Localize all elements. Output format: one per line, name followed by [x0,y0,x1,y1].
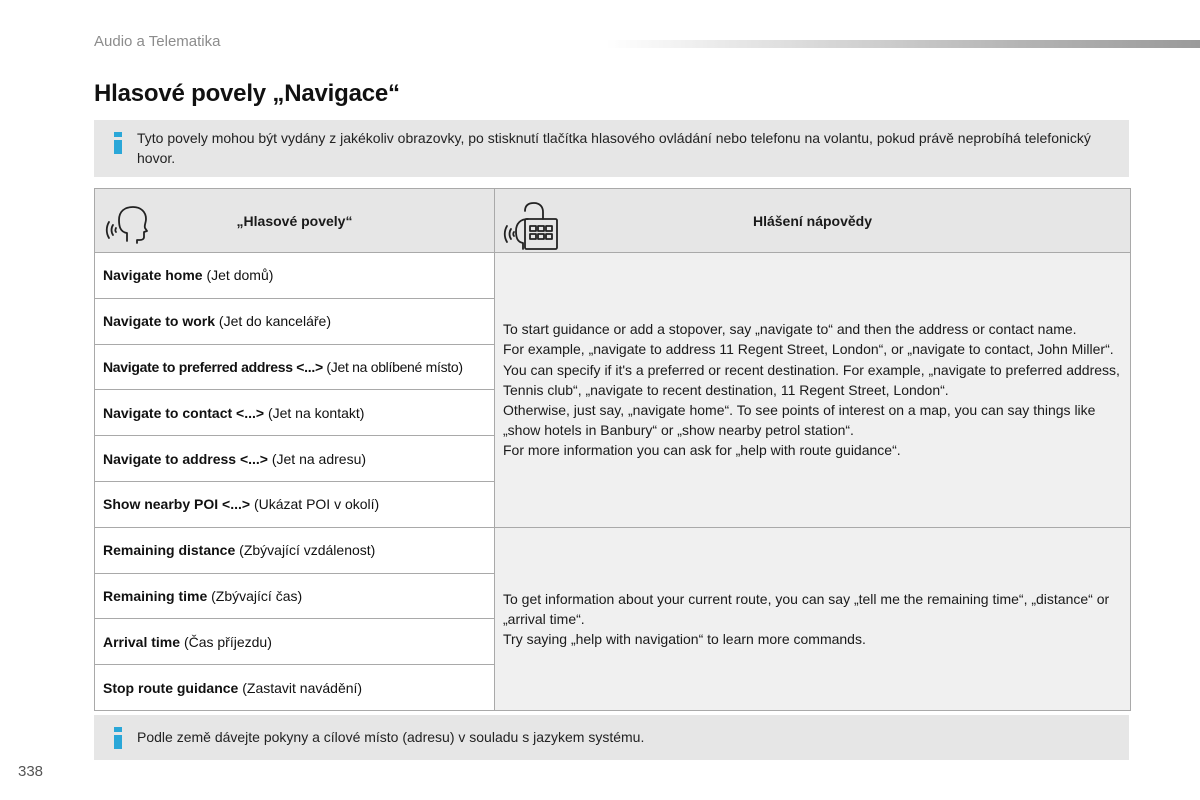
command-name: Navigate to work [103,313,216,330]
command-name: Stop route guidance [103,679,239,696]
command-translation: (Ukázat POI v okolí) [253,496,380,513]
page-number: 338 [18,763,44,780]
command-cell [95,481,495,527]
info-text-top: Tyto povely mohou být vydány z jakékoliv obrazovky, po stisknutí tlačítka hlasového ovládání nebo telefonu na volantu, pokud právě neprobíhá telefonický hovor. [137,130,1091,166]
command-cell [95,344,495,390]
command-name: Navigate to preferred address <...> [103,358,323,375]
info-box-bottom [94,715,1129,760]
help-line: For example, „navigate to address 11 Regent Street, London“, or „navigate to contact, John Miller“. [503,341,1114,358]
command-name: Navigate to address <...> [103,450,268,467]
command-translation: (Jet do kanceláře) [218,313,331,330]
command-name: Navigate to contact <...> [103,404,265,421]
help-line: Try saying „help with navigation“ to learn more commands. [503,630,866,647]
command-cell [95,665,495,711]
command-name: Show nearby POI <...> [103,496,251,513]
command-translation: (Jet na adresu) [271,450,367,467]
speaking-head-icon [103,199,151,250]
voice-commands-table [94,188,1131,711]
command-cell [95,573,495,619]
info-text-bottom: Podle země dávejte pokyny a cílové místo (adresu) v souladu s jazykem systému. [137,729,645,745]
help-line: For more information you can ask for „help with route guidance“. [503,442,901,459]
info-box-top [94,120,1129,177]
command-translation: (Čas příjezdu) [183,633,272,650]
table-row [95,527,1131,573]
command-name: Remaining distance [103,542,236,559]
command-cell [95,390,495,436]
command-cell [95,253,495,299]
command-cell [95,298,495,344]
command-name: Navigate home [103,267,203,284]
header-gradient-bar [606,40,1200,48]
page-title: Hlasové povely „Navigace“ [94,80,400,107]
help-line: To start guidance or add a stopover, say „navigate to“ and then the address or contact name. [503,321,1077,338]
command-translation: (Zbývající vzdálenost) [239,542,376,559]
command-name: Arrival time [103,633,181,650]
command-translation: (Jet domů) [206,267,274,284]
command-cell [95,619,495,665]
command-translation: (Zbývající čas) [211,587,303,604]
speaker-screen-icon [503,199,559,254]
section-label: Audio a Telematika [94,33,221,50]
header-voice-commands [95,189,495,253]
help-line: You can specify if it's a preferred or recent destination. For example, „navigate to preferred address, Tennis club“, „navigate to recent destination, 11 Regent Street, London“. [503,361,1120,398]
header-help-prompts [495,189,1131,253]
command-name: Remaining time [103,587,208,604]
header-col2-label: Hlášení nápovědy [752,212,873,229]
help-line: Otherwise, just say, „navigate home“. To see points of interest on a map, you can say things like „show hotels in Banbury“ or „show nearby petrol station“. [503,401,1096,439]
help-text-cell [495,253,1131,528]
command-translation: (Jet na oblíbené místo) [326,358,463,375]
header-col1-label: „Hlasové povely“ [236,212,353,229]
command-translation: (Zastavit navádění) [242,679,363,696]
table-row [95,253,1131,299]
info-icon [114,132,122,154]
command-cell [95,436,495,482]
help-line: To get information about your current route, you can say „tell me the remaining time“, „distance“ or „arrival time“. [503,590,1110,627]
info-icon [114,727,122,749]
help-text-cell [495,527,1131,710]
command-translation: (Jet na kontakt) [267,404,365,421]
command-cell [95,527,495,573]
